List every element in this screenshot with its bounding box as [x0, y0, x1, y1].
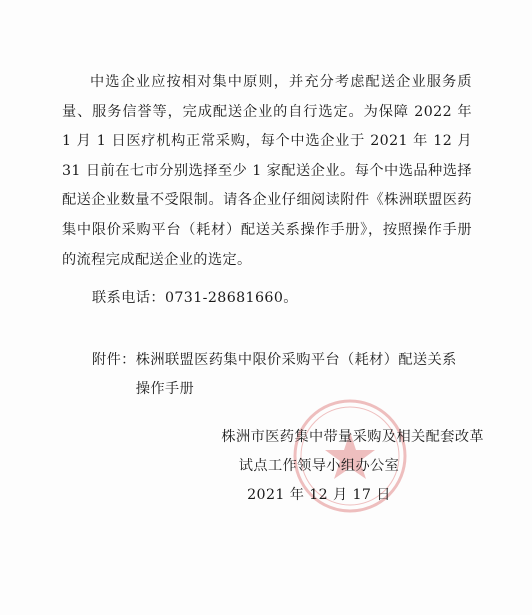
attachment-block [92, 346, 492, 404]
contact-phone: 联系电话：0731-28681660。 [92, 290, 298, 306]
signature-org-line2: 试点工作领导小组办公室 [238, 458, 400, 474]
attachment-label: 附件： [92, 352, 136, 368]
signature-org-line1: 株洲市医药集中带量采购及相关配套改革 [221, 429, 484, 445]
signature-block [154, 423, 484, 510]
attachment-title: 株洲联盟医药集中限价采购平台（耗材）配送关系操作手册 [135, 352, 457, 397]
signature-date: 2021 年 12 月 17 日 [247, 487, 391, 503]
body-paragraph: 中选企业应按相对集中原则，并充分考虑配送企业服务质量、服务信誉等，完成配送企业的自行选定。为保障 2022 年 1 月 1 日医疗机构正常采购，每个中选企业于 2021 年 12 月 31 日前在七市分别选择至少 1 家配送企业。每个中选品种选择配送企业数量不受限制。请各企业仔细阅读附件《株洲联盟医药集中限价采购平台（耗材）配送关系操作手册》，按照操作手册的流程完成配送企业的选定。 [62, 74, 472, 268]
